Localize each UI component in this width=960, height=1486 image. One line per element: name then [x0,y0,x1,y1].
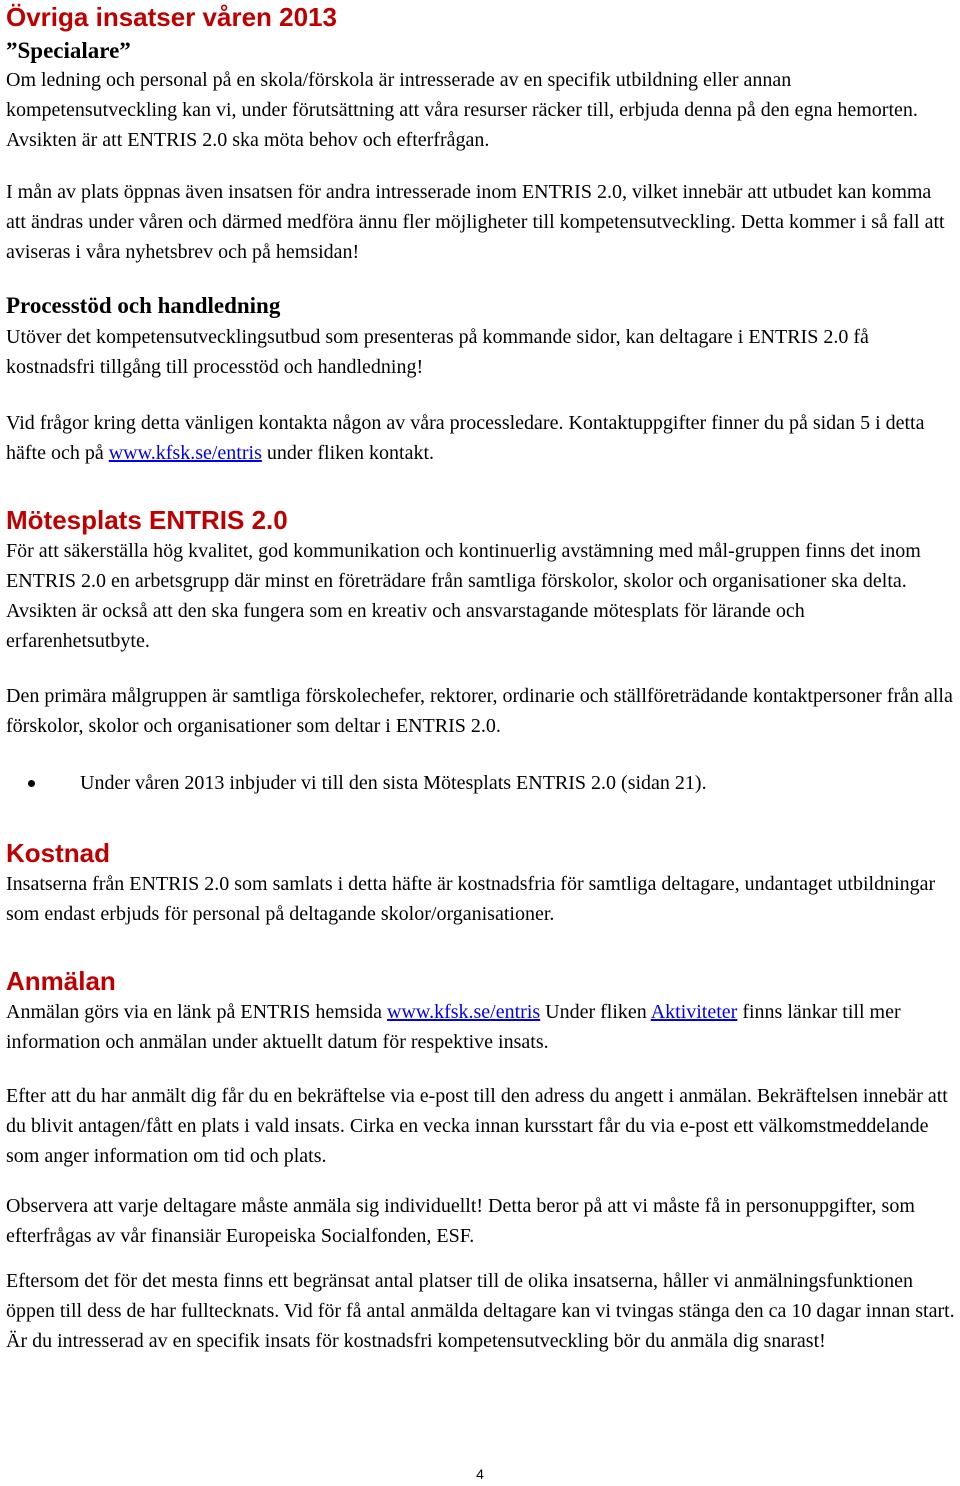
paragraph-anmalan-individual: Observera att varje deltagare måste anmäla sig individuellt! Detta beror på att vi måste få in personuppgifter, som efterfrågas av vår finansiär Europeiska Socialfonden, ESF. [6,1195,915,1247]
paragraph-specialare-availability: I mån av plats öppnas även insatsen för andra intresserade inom ENTRIS 2.0, vilket innebär att utbudet kan komma att ändras under våren och därmed medföra ännu fler möjligheter till kompetensutveckling. Detta kommer i så fall att aviseras i våra nyhetsbrev och på hemsidan! [6,181,945,263]
heading-kostnad: Kostnad [6,838,110,868]
bullet-dot-icon [28,780,35,787]
heading-processtod: Processtöd och handledning [6,293,281,318]
text-anmalan-before: Anmälan görs via en länk på ENTRIS hemsida [6,1001,388,1023]
paragraph-motesplats-intro: För att säkerställa hög kvalitet, god kommunikation och kontinuerlig avstämning med mål-gruppen finns det inom ENTRIS 2.0 en arbetsgrupp där minst en företrädare från samtliga förskolor, skolor och organisationer ska delta. Avsikten är också att den ska fungera som en kreativ och ansvarstagande mötesplats för lärande och erfarenhetsutbyte. [6,540,921,652]
paragraph-anmalan-confirmation: Efter att du har anmält dig får du en bekräftelse via e-post till den adress du angett i anmälan. Bekräftelsen innebär att du blivit antagen/fått en plats i vald insats. Cirka en vecka innan kursstart får du via e-post ett välkomstmeddelande som anger information om tid och plats. [6,1085,948,1167]
subheading-specialare: ”Specialare” [6,38,131,63]
link-aktiviteter[interactable]: Aktiviteter [650,1001,738,1023]
link-kfsk-entris[interactable]: www.kfsk.se/entris [108,442,262,464]
text-contact-after: under fliken kontakt. [261,442,435,464]
list-item [6,768,956,798]
paragraph-anmalan-capacity: Eftersom det för det mesta finns ett begränsat antal platser till de olika insatserna, håller vi anmälningsfunktionen öppen till dess de har fulltecknats. Vid för få antal anmälda deltagare kan vi tvingas stänga den ca 10 dagar innan start. Är du intresserad av en specifik insats för kostnadsfri kompetensutveckling bör du anmäla dig snarast! [6,1270,955,1352]
paragraph-specialare-intro: Om ledning och personal på en skola/förskola är intresserade av en specifik utbildning eller annan kompetensutveckling kan vi, under förutsättning att våra resurser räcker till, erbjuda denna på den egna hemorten. Avsikten är att ENTRIS 2.0 ska möta behov och efterfrågan. [6,69,918,151]
bullet-list-motesplats [6,768,956,798]
paragraph-kostnad: Insatserna från ENTRIS 2.0 som samlats i detta häfte är kostnadsfria för samtliga deltagare, undantaget utbildningar som endast erbjuds för personal på deltagande skolor/organisationer. [6,873,936,925]
paragraph-anmalan-link [6,997,946,1057]
paragraph-motesplats-target-group: Den primära målgruppen är samtliga förskolechefer, rektorer, ordinarie och ställföreträdande kontaktpersoner från alla förskolor, skolor och organisationer som deltar i ENTRIS 2.0. [6,685,953,737]
paragraph-processtod-contact [6,408,956,468]
heading-ovriga-insatser: Övriga insatser våren 2013 [6,2,337,32]
text-contact-before: Vid frågor kring detta vänligen kontakta någon av våra processledare. Kontaktuppgifter finner du på sidan 5 i detta häfte och på [6,412,925,464]
text-anmalan-middle: Under fliken [540,1001,651,1023]
bullet-text-motesplats: Under våren 2013 inbjuder vi till den sista Mötesplats ENTRIS 2.0 (sidan 21). [80,772,707,794]
heading-motesplats: Mötesplats ENTRIS 2.0 [6,505,288,535]
text-anmalan-after: finns länkar till mer information och anmälan under aktuellt datum för respektive insats. [6,1001,901,1053]
heading-anmalan: Anmälan [6,966,116,996]
paragraph-processtod-intro: Utöver det kompetensutvecklingsutbud som presenteras på kommande sidor, kan deltagare i ENTRIS 2.0 få kostnadsfri tillgång till processtöd och handledning! [6,326,869,378]
link-kfsk-entris-anmalan[interactable]: www.kfsk.se/entris [387,1001,541,1023]
page-number: 4 [476,1466,484,1482]
